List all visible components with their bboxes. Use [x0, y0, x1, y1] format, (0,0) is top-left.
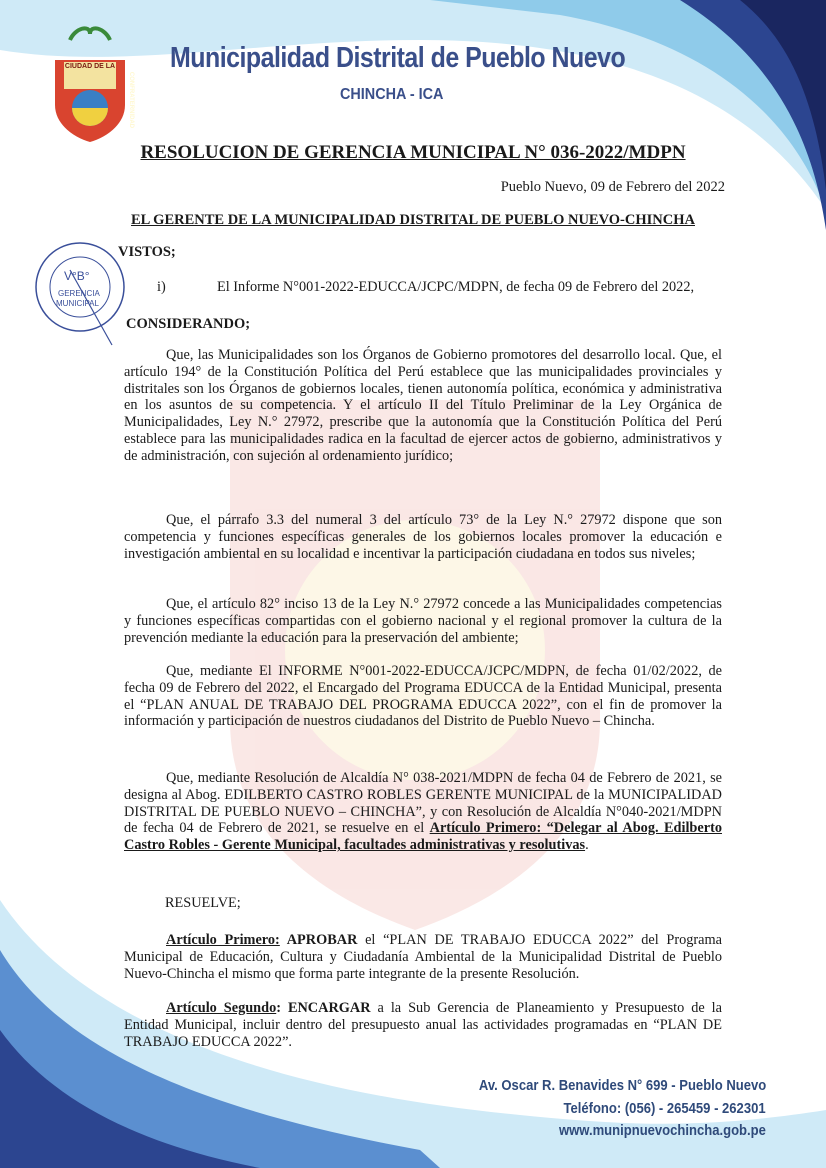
article-2: Artículo Segundo: ENCARGAR a la Sub Gerencia de Planeamiento y Presupuesto de la Entidad Municipal, incluir dentro del presupuesto anual las actividades programadas en “PLAN DE TRABAJO EDUCCA 2022”.: [124, 1000, 722, 1050]
resuelve-heading: RESUELVE;: [165, 895, 241, 911]
document-title: RESOLUCION DE GERENCIA MUNICIPAL N° 036-2022/MDPN: [140, 142, 686, 163]
crest-text-confraternidad: CONFRATERNIDAD: [128, 71, 134, 129]
footer-phone: Teléfono: (056) - 265459 - 262301: [563, 1101, 766, 1117]
organization-name: Municipalidad Distrital de Pueblo Nuevo: [170, 42, 626, 74]
svg-text:MUNICIPAL: MUNICIPAL: [56, 299, 99, 308]
svg-text:GERENCIA: GERENCIA: [58, 289, 100, 298]
considerando-paragraph-5: Que, mediante Resolución de Alcaldía N° 038-2021/MDPN de fecha 04 de Febrero de 2021, se designa al Abog. EDILBERTO CASTRO ROBLES GERENTE MUNICIPAL de la MUNICIPALIDAD DISTRITAL DE PUEBLO NUEVO – CHINCHA”, y con Resolución de Alcaldía N°040-2021/MDPN de fecha 04 de Febrero de 2021, se resuelve en el Artículo Primero: “Delegar al Abog. Edilberto Castro Robles - Gerente Municipal, facultades administrativas y resolutivas.: [124, 770, 722, 854]
svg-text:V°B°: V°B°: [64, 269, 90, 283]
article-1: Artículo Primero: APROBAR el “PLAN DE TRABAJO EDUCCA 2022” del Programa Municipal de Educación, Cultura y Ciudadanía Ambiental de la Municipalidad Distrital de Pueblo Nuevo-Chincha el mismo que forma parte integrante de la presente Resolución.: [124, 932, 722, 982]
issuer-heading: EL GERENTE DE LA MUNICIPALIDAD DISTRITAL DE PUEBLO NUEVO-CHINCHA: [131, 212, 695, 228]
footer-address: Av. Oscar R. Benavides N° 699 - Pueblo Nuevo: [478, 1078, 766, 1094]
organization-location: CHINCHA - ICA: [340, 86, 444, 103]
considerando-heading: CONSIDERANDO;: [126, 316, 251, 332]
vistos-item-text: El Informe N°001-2022-EDUCCA/JCPC/MDPN, de fecha 09 de Febrero del 2022,: [217, 279, 695, 295]
footer-website: www.munipnuevochincha.gob.pe: [559, 1123, 766, 1139]
considerando-paragraph-1: Que, las Municipalidades son los Órganos de Gobierno promotores del desarrollo local. Que, el artículo 194° de la Constitución Política del Perú establece que las municipalidades provinciales y distritales son los Órganos de gobiernos locales, tienen autonomía política, económica y administrativa en los asuntos de su competencia. Y el artículo II del Título Preliminar de la Ley Orgánica de Municipalidades, Ley N.° 27972, prescribe que la autonomía que la Constitución Política del Perú establece para las municipalidades radica en la facultad de ejercer actos de gobierno, administrativos y de administración, con sujeción al ordenamiento jurídico;: [124, 347, 722, 464]
considerando-paragraph-2: Que, el párrafo 3.3 del numeral 3 del artículo 73° de la Ley N.° 27972 dispone que son competencia y funciones específicas generales de los gobiernos locales promover la educación e investigación ambiental en su localidad e incentivar la participación ciudadana en todos sus niveles;: [124, 512, 722, 562]
vistos-item-marker: i): [157, 279, 166, 295]
considerando-paragraph-3: Que, el artículo 82° inciso 13 de la Ley N.° 27972 concede a las Municipalidades competencias y funciones específicas compartidas con el gobierno nacional y el regional promover la cultura de la prevención mediante la educación para la preservación del ambiente;: [124, 596, 722, 646]
document-date: Pueblo Nuevo, 09 de Febrero del 2022: [500, 179, 725, 195]
crest-text-ciudad: CIUDAD DE LA: [64, 63, 116, 70]
considerando-paragraph-4: Que, mediante El INFORME N°001-2022-EDUCCA/JCPC/MDPN, de fecha 01/02/2022, de fecha 09 de Febrero del 2022, el Encargado del Programa EDUCCA de la Entidad Municipal, presenta el “PLAN ANUAL DE TRABAJO DEL PROGRAMA EDUCCA 2022”, con el fin de promover la información y participación de nuestros ciudadanos del Distrito de Pueblo Nuevo – Chincha.: [124, 663, 722, 730]
approval-stamp: [36, 243, 124, 345]
vistos-heading: VISTOS;: [118, 244, 176, 260]
